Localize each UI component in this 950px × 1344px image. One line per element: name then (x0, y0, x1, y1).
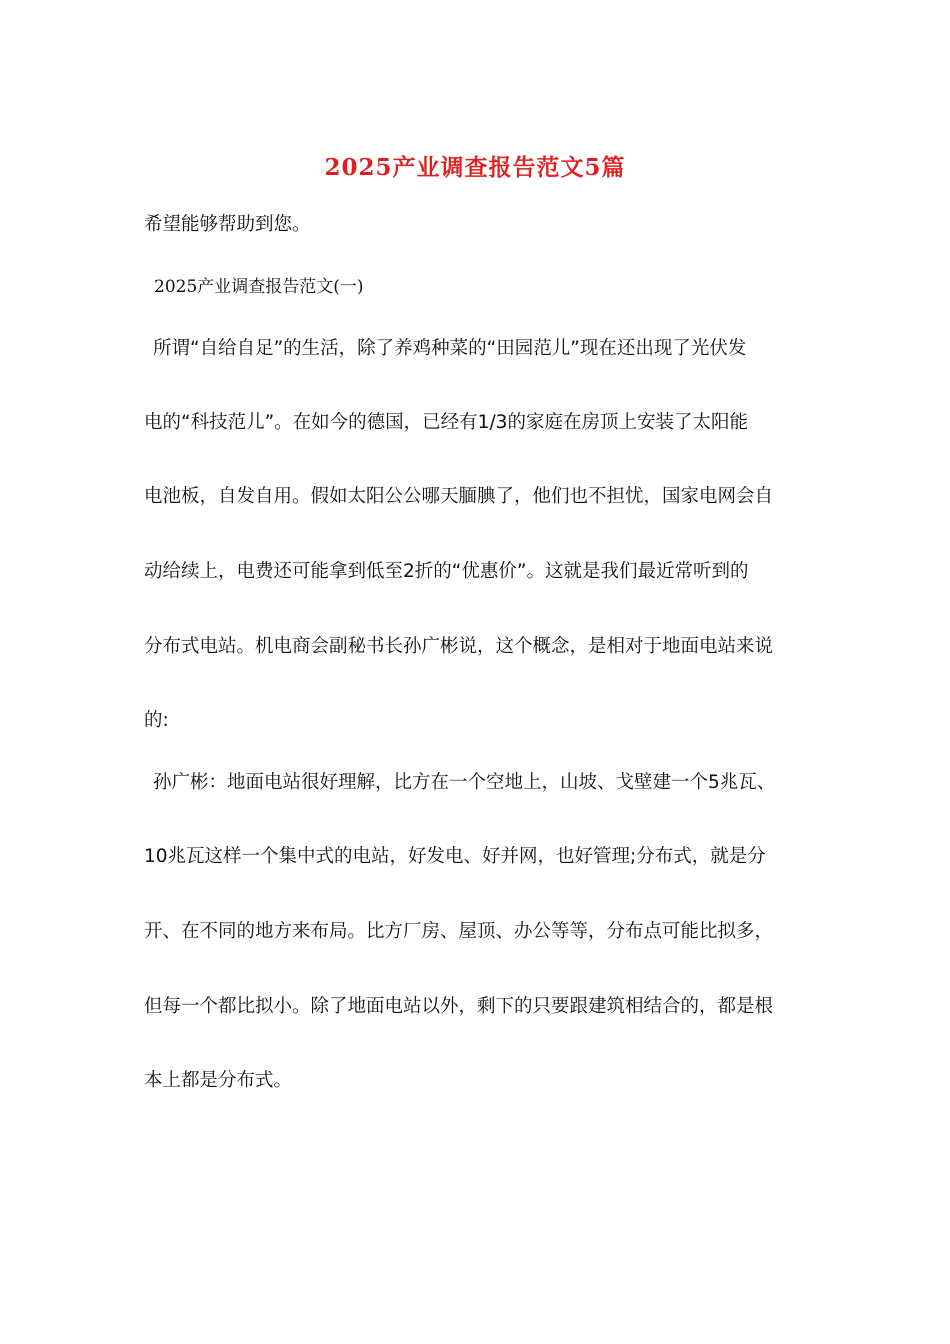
section-heading: 2025产业调查报告范文(一) (154, 277, 364, 297)
paragraph-2-line-4: 但每一个都比拟小。除了地面电站以外，剩下的只要跟建筑相结合的，都是根 (144, 996, 774, 1017)
document-title: 2025产业调查报告范文5篇 (324, 154, 626, 181)
paragraph-2-line-5: 本上都是分布式。 (144, 1070, 293, 1091)
paragraph-1-line-5: 分布式电站。机电商会副秘书长孙广彬说，这个概念，是相对于地面电站来说 (144, 636, 774, 657)
paragraph-1-line-4: 动给续上，电费还可能拿到低至2折的“优惠价”。这就是我们最近常听到的 (144, 561, 749, 582)
paragraph-2-line-1: 孙广彬：地面电站很好理解，比方在一个空地上，山坡、戈壁建一个5兆瓦、 (153, 772, 776, 793)
paragraph-1-line-2: 电的“科技范儿”。在如今的德国，已经有1/3的家庭在房顶上安装了太阳能 (144, 412, 748, 433)
paragraph-2-line-3: 开、在不同的地方来布局。比方厂房、屋顶、办公等等，分布点可能比拟多， (144, 921, 774, 942)
paragraph-2-line-2: 10兆瓦这样一个集中式的电站，好发电、好并网，也好管理;分布式，就是分 (144, 846, 766, 867)
intro-text: 希望能够帮助到您。 (144, 214, 311, 235)
paragraph-1-line-3: 电池板，自发自用。假如太阳公公哪天腼腆了，他们也不担忧，国家电网会自 (144, 486, 774, 507)
paragraph-1-line-6: 的: (144, 710, 169, 731)
paragraph-1-line-1: 所谓“自给自足”的生活，除了养鸡种菜的“田园范儿”现在还出现了光伏发 (153, 338, 747, 359)
